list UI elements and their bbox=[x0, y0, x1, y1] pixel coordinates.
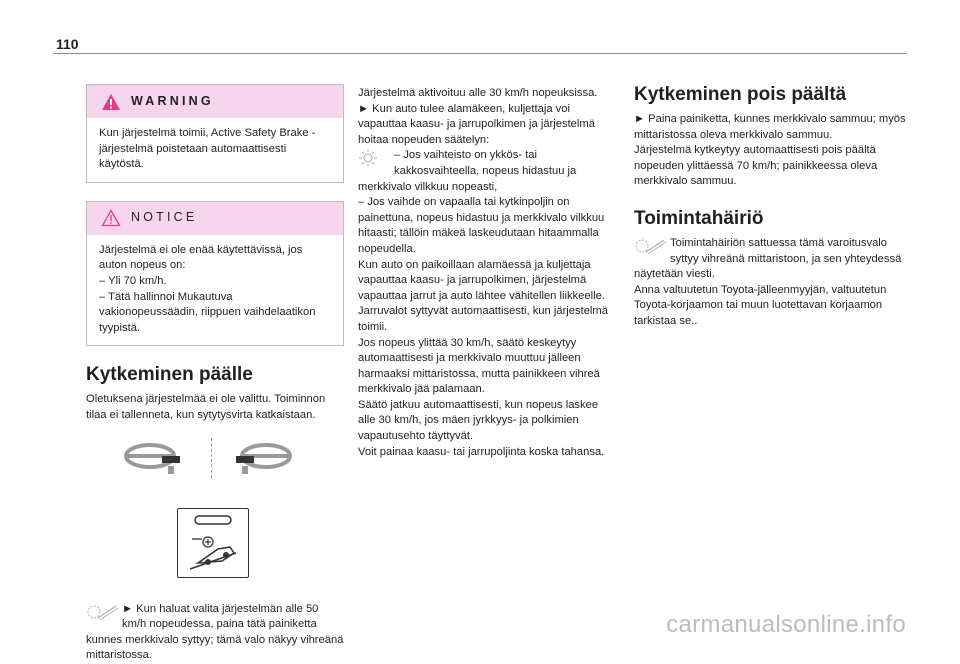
section-fault-tip bbox=[634, 236, 906, 283]
illustration-divider bbox=[211, 438, 213, 478]
notice-line: Järjestelmä ei ole enää käytettävissä, jos auton nopeus on: bbox=[99, 243, 303, 272]
middle-line: Järjestelmä aktivoituu alle 30 km/h nopeuksissa. bbox=[358, 87, 598, 99]
left-column bbox=[86, 84, 344, 664]
section-heading-on: Kytkeminen päälle bbox=[86, 364, 253, 386]
warning-box-header bbox=[87, 85, 343, 118]
notice-triangle-icon bbox=[101, 209, 121, 227]
middle-line: Säätö jatkuu automaattisesti, kun nopeus laskee alle 30 km/h, jos mäen jyrkkyys- ja polkimien vapautusehto täyttyvät. bbox=[358, 398, 599, 443]
middle-line: ► Kun auto tulee alamäkeen, kuljettaja voi vapauttaa kaasu- ja jarrupolkimen ja järjestelmä hoitaa nopeuden säätelyn: bbox=[358, 102, 595, 146]
warning-box-text: Kun järjestelmä toimii, Active Safety Brake -järjestelmä poistetaan automaattisesti käytöstä. bbox=[99, 127, 316, 171]
section-on-tip bbox=[86, 602, 344, 664]
header-rule bbox=[54, 53, 906, 54]
section-on-intro: Oletuksena järjestelmää ei ole valittu. Toiminnon tilaa ei tallenneta, kun sytytysvirta katkaistaan. bbox=[86, 393, 326, 421]
middle-line: Voit painaa kaasu- tai jarrupoljinta koska tahansa. bbox=[358, 445, 605, 458]
middle-line: Kun auto on paikoillaan alamäessä ja kuljettaja vapauttaa kaasu- ja jarrupolkimen, järjestelmä vapauttaa jarrut ja auto lähtee vähitellen liikkeelle. bbox=[358, 258, 605, 302]
steering-wheel-right-icon bbox=[222, 440, 300, 480]
section-off-line: ► Paina painiketta, kunnes merkkivalo sammuu; myös mittaristossa oleva merkkivalo sammuu. bbox=[634, 113, 906, 141]
tip-pen-icon bbox=[86, 602, 120, 622]
section-heading-fault: Toimintahäiriö bbox=[634, 207, 764, 229]
warning-box bbox=[86, 84, 344, 183]
notice-line: – Yli 70 km/h. bbox=[99, 274, 167, 287]
tip-sun-icon bbox=[358, 148, 392, 168]
notice-box-title: NOTICE bbox=[131, 210, 198, 225]
notice-box-body bbox=[87, 235, 343, 346]
middle-line: Jos nopeus ylittää 30 km/h, säätö keskeytyy automaattisesti ja merkkivalo muuttuu jälleen harmaaksi mittaristossa, mutta painikkeen vihreä merkkivalo jää palamaan. bbox=[358, 336, 600, 396]
notice-box-header bbox=[87, 202, 343, 235]
warning-box-body bbox=[87, 118, 343, 182]
middle-tip bbox=[358, 148, 612, 195]
right-column bbox=[634, 84, 906, 330]
middle-line: Jarruvalot syttyvät automaattisesti, kun järjestelmä toimii. bbox=[358, 305, 608, 333]
downhill-assist-button-panel bbox=[177, 508, 249, 578]
notice-box bbox=[86, 201, 344, 347]
notice-line: – Tätä hallinnoi Mukautuva vakionopeussäädin, riippuen vaihdelaatikon tyypistä. bbox=[99, 290, 316, 334]
section-fault-tip-text: Toimintahäiriön sattuessa tämä varoitusvalo syttyy vihreänä mittaristoon, ja sen yhteydessä näytetään viesti. bbox=[634, 236, 902, 281]
middle-line: – Jos vaihde on vapaalla tai kytkinpoljin on painettuna, nopeus hidastuu ja merkkivalo vilkkuu hitaasti; tällöin mäkeä laskeudutaan hitaammalla nopeudella. bbox=[358, 196, 605, 255]
middle-column bbox=[358, 86, 612, 460]
section-heading-off: Kytkeminen pois päältä bbox=[634, 84, 847, 105]
downhill-assist-icon bbox=[178, 509, 248, 577]
section-fault-text: Anna valtuutetun Toyota-jälleenmyyjän, valtuutetun Toyota-korjaamon tai muun luotettavan korjaamon tarkistaa se.. bbox=[634, 283, 887, 327]
middle-tip-text: – Jos vaihteisto on ykkös- tai kakkosvaihteella, nopeus hidastuu ja merkkivalo vilkkuu nopeasti, bbox=[358, 149, 577, 193]
site-watermark: carmanualsonline.info bbox=[666, 611, 906, 638]
section-on-tip-text: ► Kun haluat valita järjestelmän alle 50 km/h nopeudessa, paina tätä painiketta kunnes merkkivalo syttyy; tämä valo näkyy vihreänä mittaristossa. bbox=[86, 602, 344, 662]
page-number: 110 bbox=[56, 36, 79, 52]
steering-wheel-left-icon bbox=[116, 440, 194, 480]
tip-pen-icon bbox=[634, 236, 668, 256]
steering-wheel-illustration bbox=[86, 438, 344, 594]
warning-box-title: WARNING bbox=[131, 93, 214, 108]
warning-triangle-icon bbox=[101, 93, 121, 111]
section-off-line: Järjestelmä kytkeytyy automaattisesti pois päältä nopeuden ylittäessä 70 km/h; painikkeessa oleva merkkivalo sammuu. bbox=[634, 144, 878, 188]
